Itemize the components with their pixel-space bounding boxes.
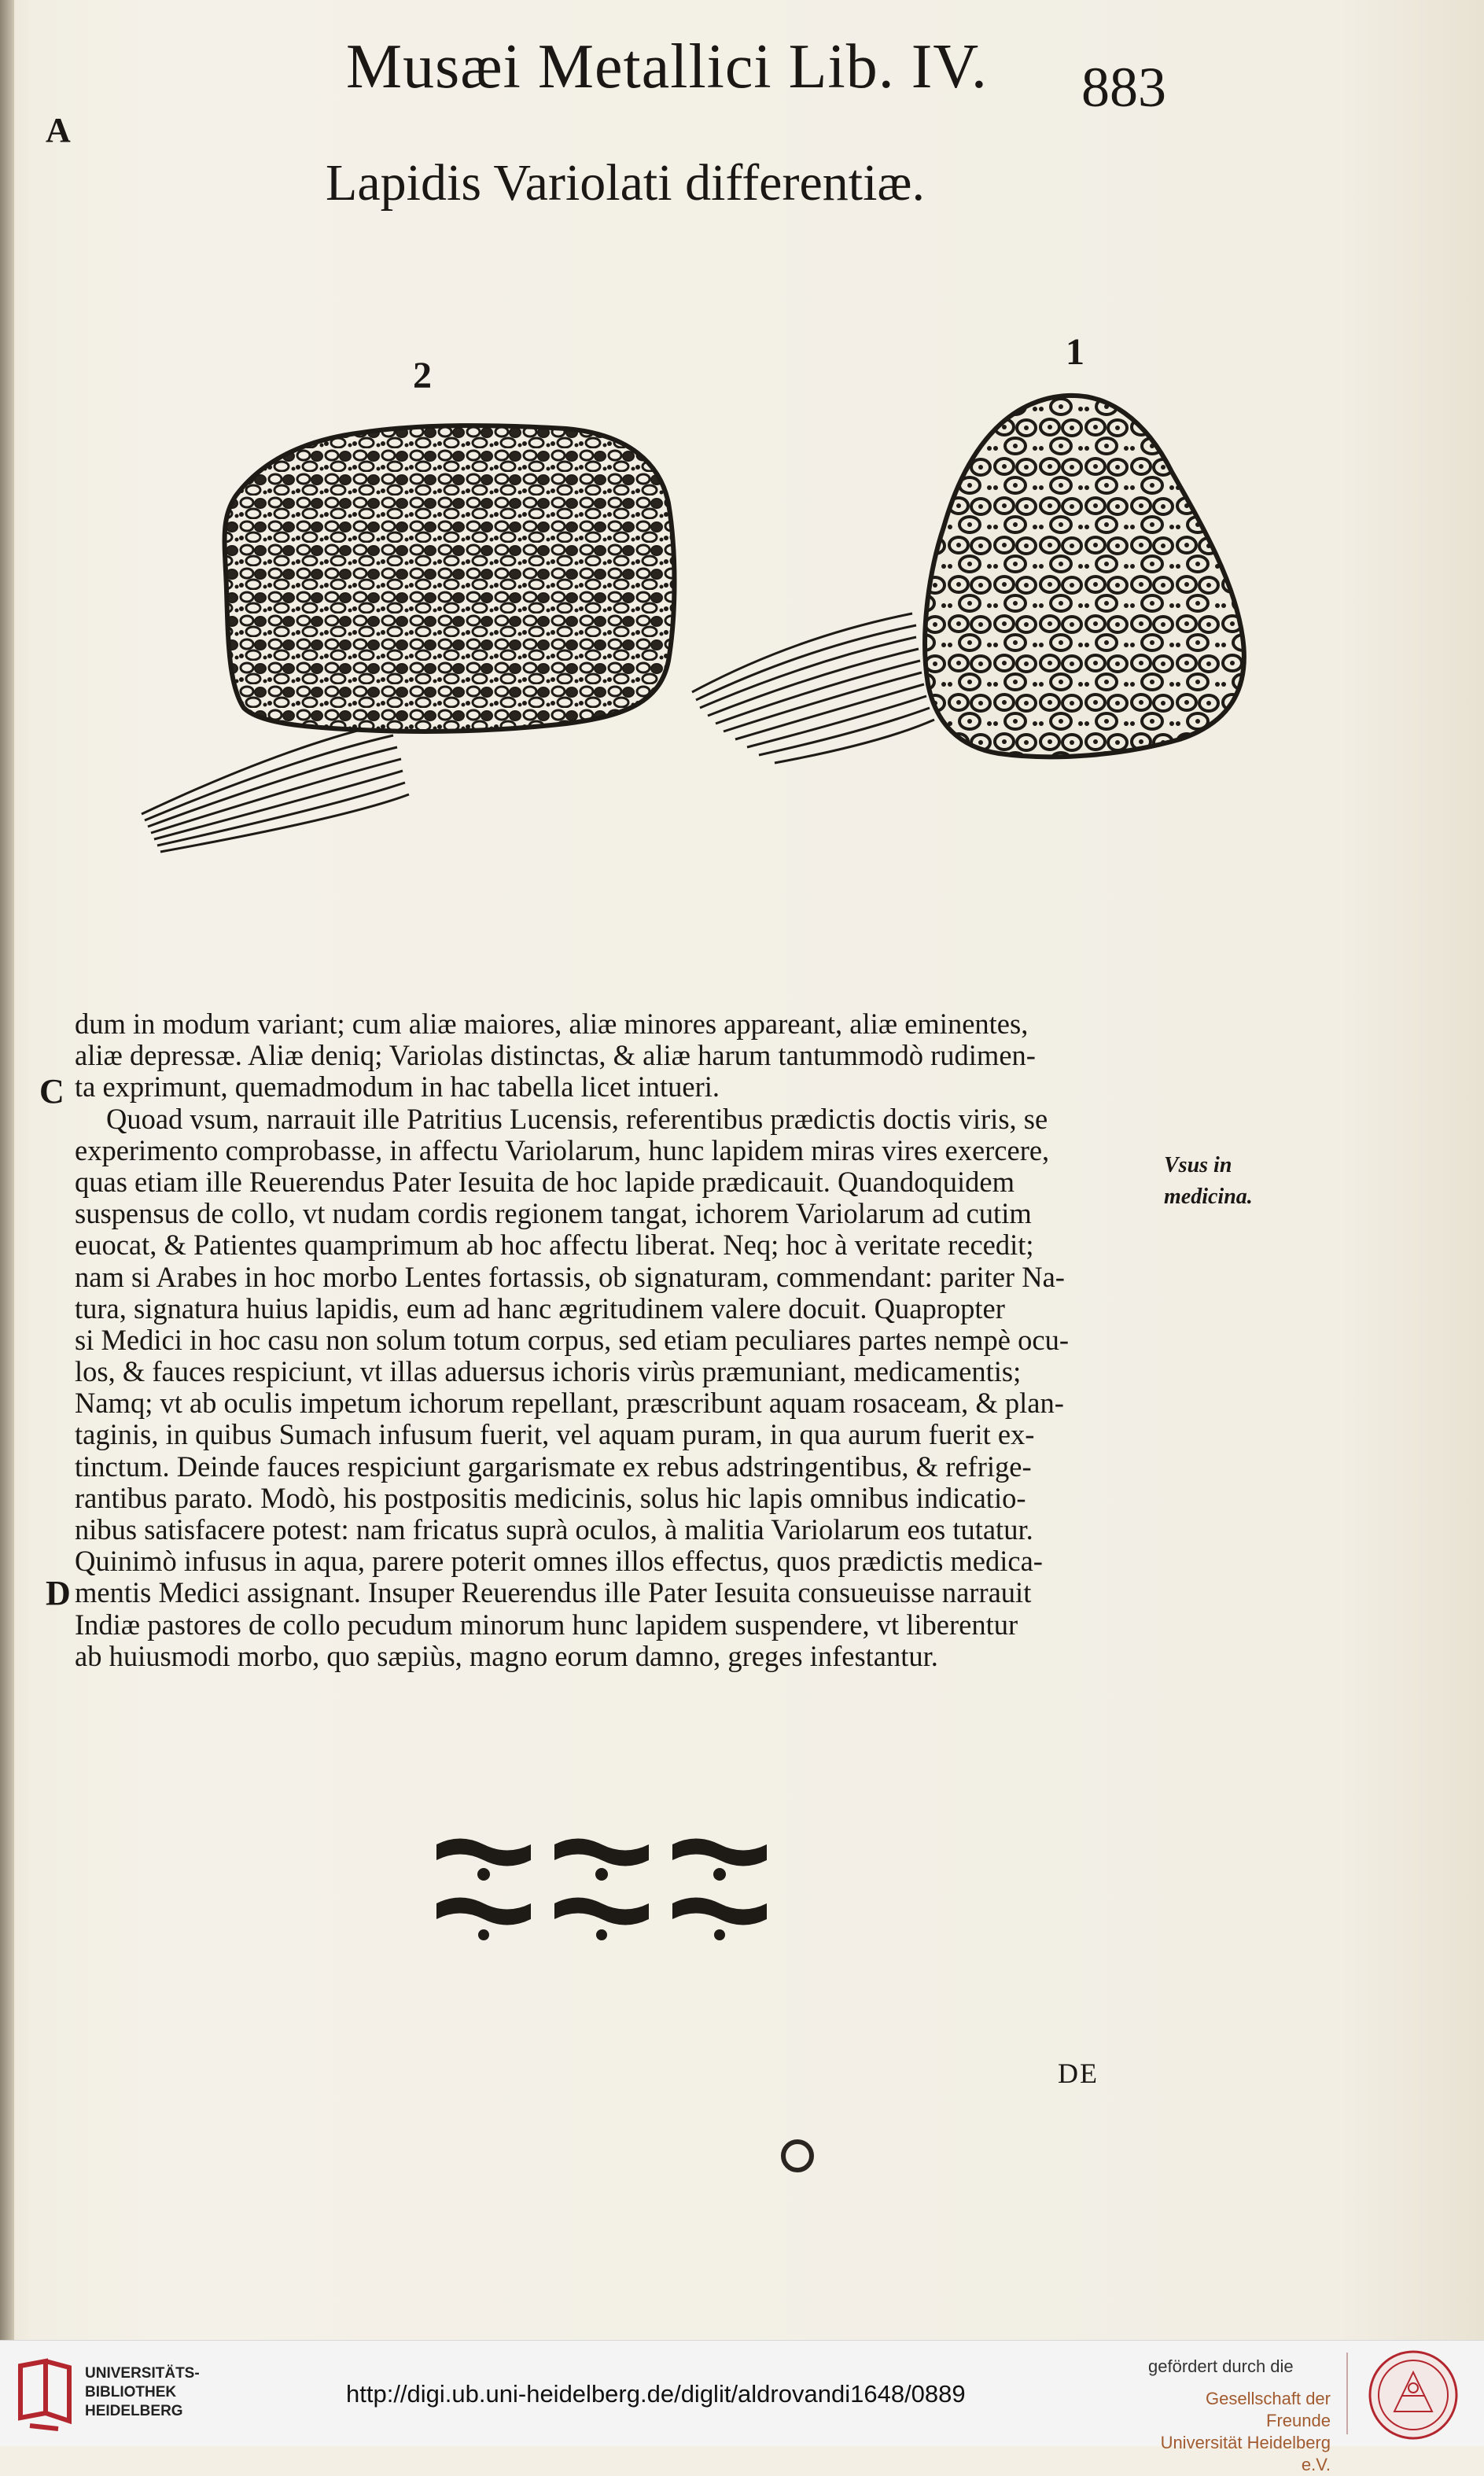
sponsor-name-line: Gesellschaft der Freunde: [1206, 2389, 1331, 2430]
marginal-note: Vsus in medicina.: [1164, 1153, 1253, 1209]
text-line: si Medici in hoc casu non solum totum corpus, sed etiam peculiares partes nempè ocu-: [75, 1324, 1069, 1356]
text-line: suspensus de collo, vt nudam cordis regionem tangat, ichorem Variolarum ad cutim: [75, 1198, 1032, 1230]
text-line: Quoad vsum, narrauit ille Patritius Lucensis, referentibus prædictis doctis viris, se: [106, 1103, 1048, 1135]
catchword: DE: [1058, 2058, 1099, 2089]
stone-woodcut-illustration: [126, 378, 1266, 865]
library-name-line: HEIDELBERG: [85, 2403, 183, 2419]
stone-1: [925, 396, 1244, 757]
footer-divider: [1346, 2353, 1348, 2434]
margin-letter-c: C: [39, 1072, 64, 1111]
text-line: tinctum. Deinde fauces respiciunt gargarismate ex rebus adstringentibus, & refrige-: [75, 1450, 1032, 1483]
text-line: tura, signatura huius lapidis, eum ad hanc ægritudinem valere docuit. Quapropter: [75, 1292, 1005, 1325]
figure-label-1: 1: [1066, 331, 1084, 373]
sponsor-name: [1154, 2388, 1331, 2476]
running-head: Musæi Metallici Lib. IV.: [346, 32, 988, 101]
text-line: dum in modum variant; cum aliæ maiores, aliæ minores appareant, aliæ eminentes,: [75, 1008, 1029, 1040]
ornament-row-bottom: [436, 1898, 767, 1941]
text-line: Indiæ pastores de collo pecudum minorum hunc lapidem suspendere, vt liberentur: [75, 1608, 1018, 1641]
printers-ornament: [429, 1829, 783, 1947]
text-line: taginis, in quibus Sumach infusum fuerit, vel aquam puram, in qua aurum fuerit ex-: [75, 1419, 1035, 1451]
margin-letter-a: A: [46, 111, 71, 149]
text-line: Quinimò infusus in aqua, parere poterit omnes illos effectus, quos prædictis medica-: [75, 1546, 1043, 1578]
shadow-hatching-right: [692, 613, 934, 763]
text-line: aliæ depressæ. Aliæ deniq; Variolas distinctas, & aliæ harum tantummodò rudimen-: [75, 1040, 1036, 1072]
library-logo-icon: [14, 2358, 75, 2432]
margin-letter-d: D: [46, 1574, 71, 1612]
ring-mark: [781, 2139, 814, 2172]
text-line: rantibus parato. Modò, his postpositis medicinis, solus hic lapis omnibus indicatio-: [75, 1482, 1026, 1514]
text-line: euocat, & Patientes quamprimum ab hoc affectu liberat. Neq; hoc à veritate recedit;: [75, 1229, 1034, 1262]
stone-2: [225, 426, 675, 731]
library-name-line: UNIVERSITÄTS-: [85, 2365, 200, 2382]
library-name-line: BIBLIOTHEK: [85, 2384, 177, 2400]
text-line: nam si Arabes in hoc morbo Lentes fortassis, ob signaturam, commendant: pariter Na-: [75, 1261, 1065, 1293]
text-line: Namq; vt ab oculis impetum ichorum repellant, præscribunt aquam rosaceam, & plan-: [75, 1387, 1064, 1420]
binding-edge: [0, 0, 14, 2340]
text-line: los, & fauces respiciunt, vt illas aduersus ichoris virùs præmuniant, medicamentis;: [75, 1356, 1022, 1388]
sponsor-label: gefördert durch die: [1148, 2356, 1294, 2376]
ornament-row-top: [436, 1839, 767, 1881]
section-title: Lapidis Variolati differentiæ.: [326, 154, 925, 212]
library-name: [85, 2364, 200, 2421]
text-line: ab huiusmodi morbo, quo sæpiùs, magno eorum damno, greges infestantur.: [75, 1640, 938, 1672]
text-line: mentis Medici assignant. Insuper Reuerendus ille Pater Iesuita consueuisse narrauit: [75, 1577, 1032, 1609]
page-number: 883: [1081, 56, 1166, 119]
text-line: quas etiam ille Reuerendus Pater Iesuita de hoc lapide prædicauit. Quandoquidem: [75, 1166, 1015, 1198]
text-line: ta exprimunt, quemadmodum in hac tabella licet intueri.: [75, 1071, 720, 1104]
footer-bar: [0, 2340, 1484, 2474]
permalink-url[interactable]: http://digi.ub.uni-heidelberg.de/diglit/aldrovandi1648/0889: [346, 2380, 966, 2408]
text-line: experimento comprobasse, in affectu Variolarum, hunc lapidem miras vires exercere,: [75, 1134, 1050, 1166]
figure-label-2: 2: [413, 355, 432, 396]
text-line: nibus satisfacere potest: nam fricatus suprà oculos, à malitia Variolarum eos tutatur.: [75, 1514, 1033, 1546]
body-text: [75, 1008, 1156, 1672]
sponsor-name-line: Universität Heidelberg e.V.: [1160, 2433, 1331, 2474]
shadow-hatching-left: [142, 724, 409, 852]
university-seal-icon: [1367, 2349, 1460, 2441]
